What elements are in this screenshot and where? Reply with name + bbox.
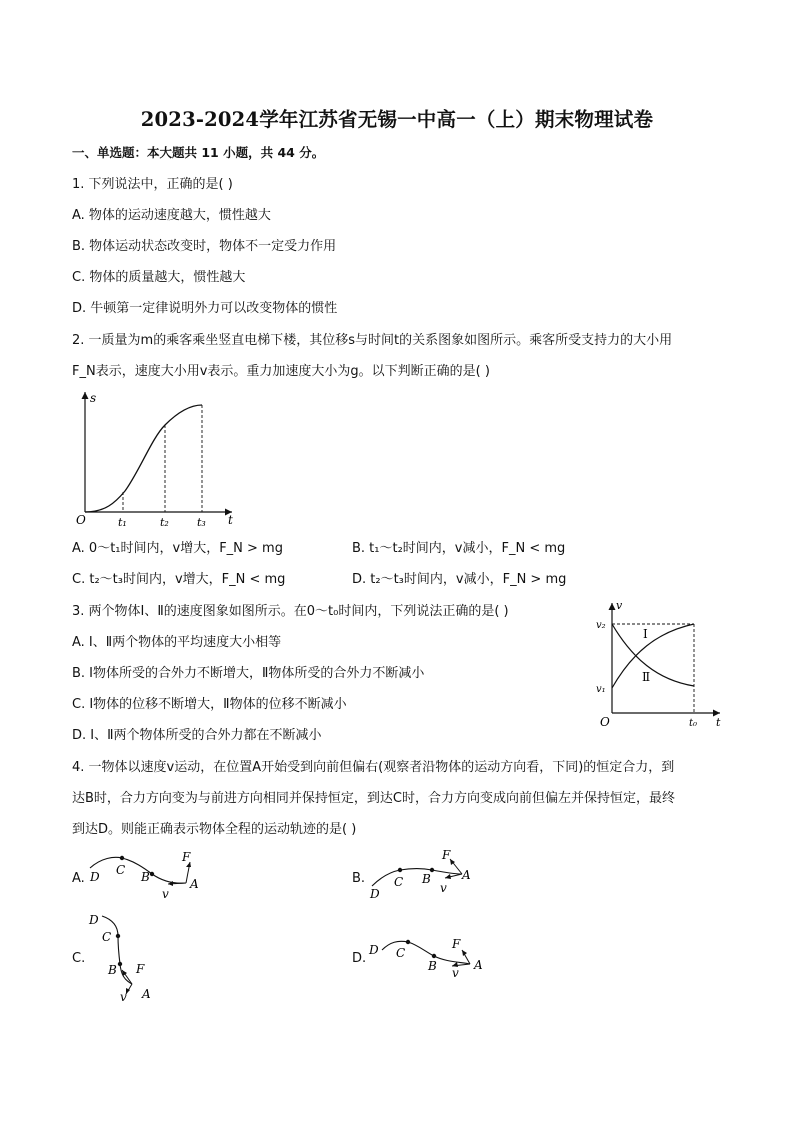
- v-axis-label: v: [616, 599, 623, 612]
- svg-text:A: A: [190, 877, 199, 891]
- svg-text:A: A: [462, 868, 471, 882]
- svg-text:D: D: [90, 870, 100, 884]
- t0-label: t₀: [689, 718, 698, 729]
- v1-label: v₁: [596, 684, 606, 695]
- svg-text:D: D: [89, 913, 99, 927]
- q4-stem-line2: 达B时，合力方向变为与前进方向相同并保持恒定，到达C时，合力方向变成向前但偏左并保持恒定，最终: [72, 791, 675, 806]
- svg-text:v: v: [162, 887, 169, 901]
- q1-stem: 1. 下列说法中，正确的是( ): [72, 177, 233, 192]
- curve-I-label: Ⅰ: [643, 627, 648, 641]
- q3-stem: 3. 两个物体Ⅰ、Ⅱ的速度图象如图所示。在0～t₀时间内，下列说法正确的是( ): [72, 604, 509, 619]
- svg-text:v: v: [440, 881, 447, 895]
- curve-I: [612, 624, 694, 688]
- q4-option-a-label: A.: [72, 871, 85, 886]
- q4-option-d-trajectory: [366, 930, 496, 980]
- tick-t2: t₂: [160, 516, 169, 529]
- svg-text:D: D: [370, 887, 380, 901]
- q4-option-a-trajectory: [86, 846, 216, 901]
- svg-text:C: C: [394, 875, 404, 889]
- q2-stem-line2: F_N表示，速度大小用v表示。重力加速度大小为g。以下判断正确的是( ): [72, 364, 490, 379]
- q4-stem-line3: 到达D。则能正确表示物体全程的运动轨迹的是( ): [72, 822, 357, 837]
- svg-text:F: F: [452, 937, 461, 951]
- tick-t1: t₁: [118, 516, 127, 529]
- s-axis-label: s: [90, 391, 97, 405]
- svg-text:v: v: [120, 990, 127, 1003]
- svg-text:F: F: [442, 848, 451, 862]
- q4-option-d-label: D.: [352, 951, 367, 966]
- q3-option-d: D. Ⅰ、Ⅱ两个物体所受的合外力都在不断减小: [72, 728, 322, 743]
- q4-option-c-trajectory: [86, 908, 166, 1003]
- s-t-curve: [85, 405, 202, 512]
- q4-option-b-label: B.: [352, 871, 366, 886]
- svg-text:B: B: [428, 959, 437, 973]
- q4-stem-line1: 4. 一物体以速度v运动，在位置A开始受到向前但偏右(观察者沿物体的运动方向看，下同)的恒定合力，到: [72, 760, 675, 775]
- t-axis-label: t: [716, 716, 721, 729]
- q1-option-a: A. 物体的运动速度越大，惯性越大: [72, 208, 271, 223]
- section-heading: 一、单选题：本大题共 11 小题，共 44 分。: [72, 145, 325, 160]
- q2-position-time-graph: [70, 388, 250, 533]
- q4-option-b-trajectory: [366, 846, 486, 901]
- q3-option-a: A. Ⅰ、Ⅱ两个物体的平均速度大小相等: [72, 635, 282, 650]
- svg-text:A: A: [474, 958, 483, 972]
- q3-velocity-time-graph: [592, 598, 732, 733]
- tick-t3: t₃: [197, 516, 206, 529]
- q1-option-c: C. 物体的质量越大，惯性越大: [72, 270, 246, 285]
- q2-option-c: C. t₂～t₃时间内，v增大，F_N < mg: [72, 572, 286, 587]
- svg-text:C: C: [396, 946, 406, 960]
- curve-II: [612, 624, 694, 686]
- q2-option-b: B. t₁～t₂时间内，v减小，F_N < mg: [352, 541, 566, 556]
- page-title: 2023-2024学年江苏省无锡一中高一（上）期末物理试卷: [140, 108, 654, 131]
- svg-text:D: D: [369, 943, 379, 957]
- svg-text:B: B: [141, 870, 150, 884]
- curve-II-label: Ⅱ: [642, 670, 651, 684]
- q3-option-c: C. Ⅰ物体的位移不断增大，Ⅱ物体的位移不断减小: [72, 697, 347, 712]
- svg-text:F: F: [182, 850, 191, 864]
- origin-label: O: [600, 715, 610, 729]
- svg-text:C: C: [116, 863, 126, 877]
- q2-stem-line1: 2. 一质量为m的乘客乘坐竖直电梯下楼，其位移s与时间t的关系图象如图所示。乘客所受支持力的大小用: [72, 333, 673, 348]
- q1-option-d: D. 牛顿第一定律说明外力可以改变物体的惯性: [72, 301, 338, 316]
- svg-text:F: F: [136, 962, 145, 976]
- t-axis-label: t: [228, 513, 233, 527]
- svg-text:B: B: [422, 872, 431, 886]
- q3-option-b: B. Ⅰ物体所受的合外力不断增大，Ⅱ物体所受的合外力不断减小: [72, 666, 425, 681]
- svg-text:C: C: [102, 930, 112, 944]
- svg-text:A: A: [142, 987, 151, 1001]
- origin-label: O: [76, 513, 86, 527]
- v2-label: v₂: [596, 620, 606, 631]
- q2-option-a: A. 0～t₁时间内，v增大，F_N > mg: [72, 541, 283, 556]
- q1-option-b: B. 物体运动状态改变时，物体不一定受力作用: [72, 239, 337, 254]
- svg-text:v: v: [452, 966, 459, 980]
- q2-option-d: D. t₂～t₃时间内，v减小，F_N > mg: [352, 572, 567, 587]
- q4-option-c-label: C.: [72, 951, 86, 966]
- svg-text:B: B: [108, 963, 117, 977]
